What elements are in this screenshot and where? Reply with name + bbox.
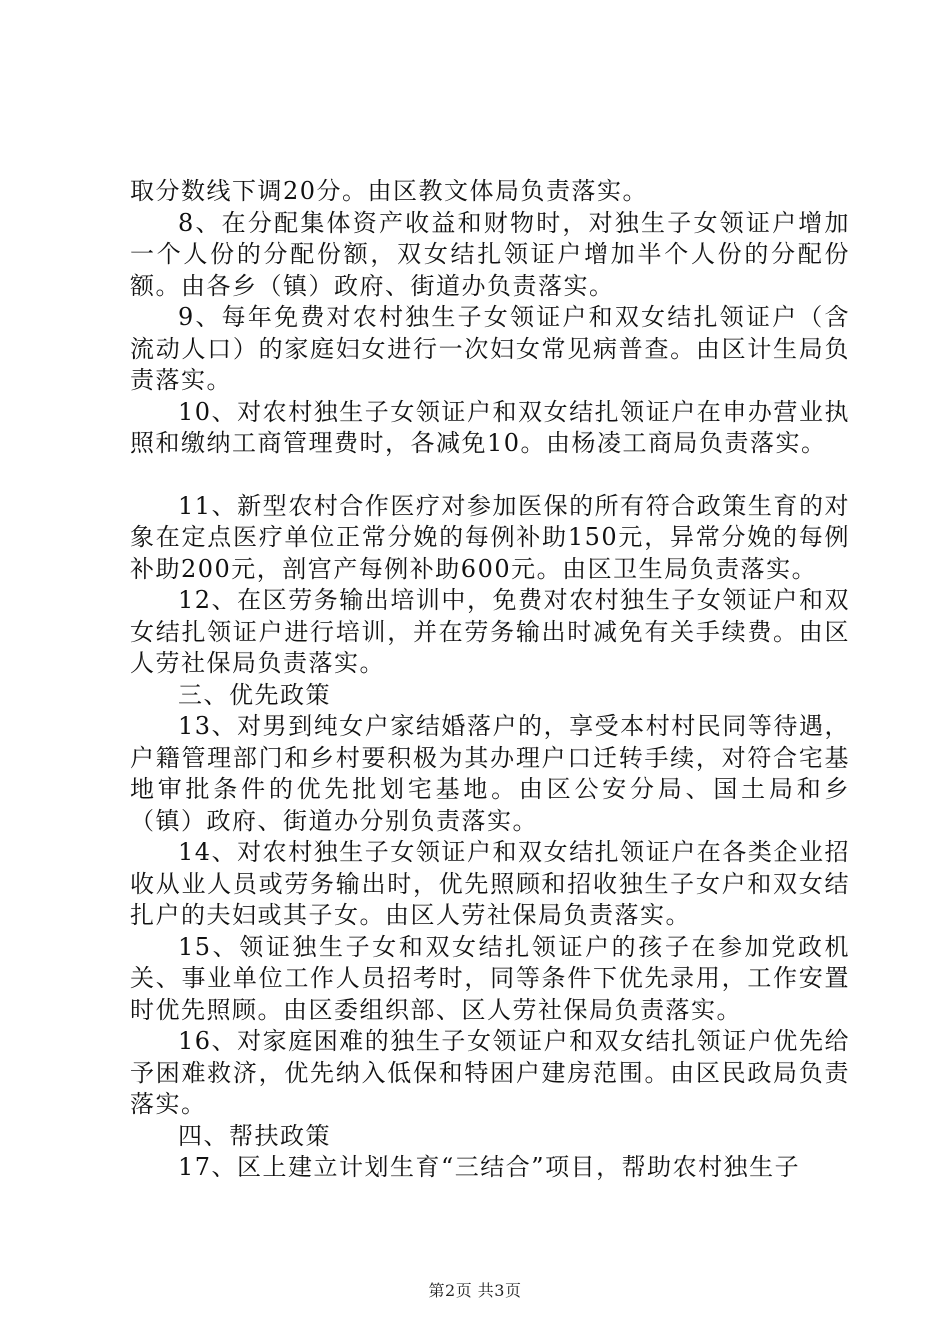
document-body <box>130 176 850 1184</box>
paragraph: 14、对农村独生子女领证户和双女结扎领证户在各类企业招收从业人员或劳务输出时，优先照顾和招收独生子女户和双女结扎户的夫妇或其子女。由区人劳社保局负责落实。 <box>130 838 850 929</box>
paragraph: 取分数线下调20分。由区教文体局负责落实。 <box>130 177 649 205</box>
paragraph: 8、在分配集体资产收益和财物时，对独生子女领证户增加一个人份的分配份额，双女结扎领证户增加半个人份的分配份额。由各乡（镇）政府、街道办负责落实。 <box>130 208 850 300</box>
paragraph-gap <box>130 460 850 491</box>
paragraph: 11、新型农村合作医疗对参加医保的所有符合政策生育的对象在定点医疗单位正常分娩的每例补助150元，异常分娩的每例补助200元，剖宫产每例补助600元。由区卫生局负责落实。 <box>130 491 850 583</box>
paragraph: 15、领证独生子女和双女结扎领证户的孩子在参加党政机关、事业单位工作人员招考时，同等条件下优先录用，工作安置时优先照顾。由区委组织部、区人劳社保局负责落实。 <box>130 932 850 1024</box>
paragraph: 10、对农村独生子女领证户和双女结扎领证户在申办营业执照和缴纳工商管理费时，各减免10。由杨凌工商局负责落实。 <box>130 397 850 457</box>
paragraph: 9、每年免费对农村独生子女领证户和双女结扎领证户（含流动人口）的家庭妇女进行一次妇女常见病普查。由区计生局负责落实。 <box>130 303 850 394</box>
paragraph: 13、对男到纯女户家结婚落户的，享受本村村民同等待遇，户籍管理部门和乡村要积极为其办理户口迁转手续，对符合宅基地审批条件的优先批划宅基地。由区公安分局、国土局和乡（镇）政府、街道办分别负责落实。 <box>130 712 850 835</box>
paragraph: 四、帮扶政策 <box>178 1121 331 1150</box>
paragraph: 三、优先政策 <box>178 680 331 709</box>
paragraph: 12、在区劳务输出培训中，免费对农村独生子女领证户和双女结扎领证户进行培训，并在劳务输出时减免有关手续费。由区人劳社保局负责落实。 <box>130 586 850 677</box>
page-footer: 第2页 共3页 <box>428 1281 522 1300</box>
paragraph: 17、区上建立计划生育“三结合”项目，帮助农村独生子 <box>178 1153 801 1181</box>
paragraph: 16、对家庭困难的独生子女领证户和双女结扎领证户优先给予困难救济，优先纳入低保和特困户建房范围。由区民政局负责落实。 <box>130 1027 850 1118</box>
